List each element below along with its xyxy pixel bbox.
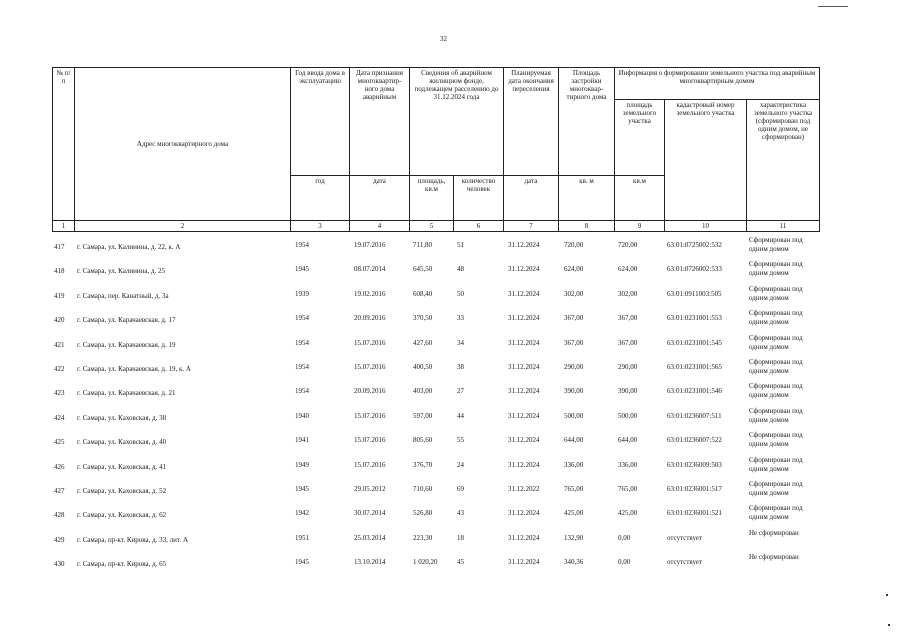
row-cadastral: 63:01:0231001:545 xyxy=(667,338,722,347)
table-row xyxy=(52,456,819,480)
col-number: 10 xyxy=(665,221,747,232)
row-cadastral: 63:01:0231001:546 xyxy=(667,387,722,396)
row-plan-date: 31.12.2024 xyxy=(508,533,540,542)
row-area: 370,50 xyxy=(413,314,433,323)
row-people: 33 xyxy=(457,314,464,323)
row-number: 418 xyxy=(54,267,65,276)
row-cadastral: 63:01:0725002:532 xyxy=(667,241,722,249)
row-cadastral: отсутствует xyxy=(667,533,703,542)
row-people: 45 xyxy=(457,558,464,567)
row-date: 15.07.2016 xyxy=(354,411,386,420)
row-status: Сформирован под одним домом xyxy=(749,284,803,302)
unit-people: количество человек xyxy=(454,176,504,221)
row-area: 711,80 xyxy=(413,241,432,249)
row-area: 645,50 xyxy=(413,265,433,274)
row-year: 1939 xyxy=(295,289,309,298)
row-area: 427,60 xyxy=(413,338,433,347)
col-address-head: Адрес многоквартирного дома xyxy=(75,68,291,221)
unit-plan-date: дата xyxy=(504,176,559,221)
unit-sqm: кв. м xyxy=(559,176,615,221)
col-number: 11 xyxy=(747,221,820,232)
row-cadastral: 63:01:0231001:553 xyxy=(667,314,722,323)
row-year: 1949 xyxy=(295,460,309,469)
row-area: 608,40 xyxy=(413,289,433,298)
row-address: г. Самара, пр-кт. Кирова, д. 65 xyxy=(77,560,167,569)
row-number: 429 xyxy=(54,535,65,544)
row-land-area: 500,00 xyxy=(618,411,638,420)
col-number: 6 xyxy=(454,221,504,232)
row-building-area: 765,00 xyxy=(564,484,584,493)
row-building-area: 340,36 xyxy=(564,558,584,567)
row-status: Сформирован под одним домом xyxy=(749,479,803,497)
col-no-head: № п/п xyxy=(53,68,75,221)
unit-sqm2: кв.м xyxy=(615,176,665,221)
row-building-area: 367,00 xyxy=(564,314,584,323)
row-building-area: 624,00 xyxy=(564,265,584,274)
row-plan-date: 31.12.2024 xyxy=(508,362,540,371)
row-date: 15.07.2016 xyxy=(354,362,386,371)
row-number: 424 xyxy=(54,413,65,422)
row-plan-date: 31.12.2024 xyxy=(508,460,540,469)
table-body xyxy=(52,236,819,577)
row-cadastral: отсутствует xyxy=(667,558,703,567)
table-row xyxy=(52,358,819,382)
row-address: г. Самара, ул. Калинина, д. 25 xyxy=(77,267,166,276)
row-address: г. Самара, ул. Каховская, д. 40 xyxy=(77,438,167,447)
row-date: 13.10.2014 xyxy=(354,558,386,567)
row-status: Не сформирован xyxy=(749,553,799,562)
row-land-area: 0,00 xyxy=(618,533,631,542)
row-date: 29.05.2012 xyxy=(354,484,386,493)
row-plan-date: 31.12.2024 xyxy=(508,241,540,249)
table-row xyxy=(52,553,819,577)
row-date: 19.07.2016 xyxy=(354,241,386,249)
col-land-char-head: характеристика земельного участка (сформирован под одним домом, не сформирован) xyxy=(747,100,820,221)
table-row xyxy=(52,334,819,358)
row-plan-date: 31.12.2024 xyxy=(508,436,540,445)
row-building-area: 132,90 xyxy=(564,533,584,542)
row-cadastral: 63:01:0236009:503 xyxy=(667,460,722,469)
row-plan-date: 31.12.2024 xyxy=(508,314,540,323)
row-number: 428 xyxy=(54,511,65,520)
row-cadastral: 63:01:0236007:522 xyxy=(667,436,722,445)
row-cadastral: 63:01:0726002:533 xyxy=(667,265,722,274)
row-area: 1 020,20 xyxy=(413,558,438,567)
row-people: 48 xyxy=(457,265,464,274)
row-year: 1945 xyxy=(295,265,309,274)
row-land-area: 425,00 xyxy=(618,509,638,518)
row-plan-date: 31.12.2024 xyxy=(508,338,540,347)
row-area: 400,50 xyxy=(413,362,433,371)
col-number: 8 xyxy=(559,221,615,232)
row-status: Сформирован под одним домом xyxy=(749,382,803,400)
row-people: 27 xyxy=(457,387,464,396)
row-building-area: 367,00 xyxy=(564,338,584,347)
col-date-head: Дата признания многоквартир-ного дома аварийным xyxy=(350,68,410,176)
row-date: 20.09.2016 xyxy=(354,314,386,323)
row-date: 25.03.2014 xyxy=(354,533,386,542)
row-area: 526,80 xyxy=(413,509,433,518)
row-building-area: 500,00 xyxy=(564,411,584,420)
row-status: Сформирован под одним домом xyxy=(749,455,803,473)
row-cadastral: 63:01:0236001:521 xyxy=(667,509,722,518)
row-number: 422 xyxy=(54,364,65,373)
row-people: 18 xyxy=(457,533,464,542)
row-building-area: 644,00 xyxy=(564,436,584,445)
row-number: 417 xyxy=(54,243,65,251)
row-people: 44 xyxy=(457,411,464,420)
col-land-area-head: площадь земельного участка xyxy=(615,100,665,176)
row-building-area: 425,00 xyxy=(564,509,584,518)
page-number: 32 xyxy=(440,35,447,43)
row-area: 376,70 xyxy=(413,460,433,469)
col-emergency-head: Сведения об аварийном жилищном фонде, подлежащем расселению до 31.12.2024 года xyxy=(410,68,504,176)
table-row xyxy=(52,480,819,504)
row-status: Сформирован под одним домом xyxy=(749,406,803,424)
row-number: 420 xyxy=(54,316,65,325)
row-plan-date: 31.12.2024 xyxy=(508,509,540,518)
row-address: г. Самара, ул. Каховская, д. 38 xyxy=(77,413,167,422)
row-people: 24 xyxy=(457,460,464,469)
row-land-area: 367,00 xyxy=(618,314,638,323)
row-plan-date: 31.12.2024 xyxy=(508,411,540,420)
col-year-head: Год ввода дома в эксплуатацию xyxy=(291,68,350,176)
row-cadastral: 63:01:0231001:565 xyxy=(667,362,722,371)
col-number: 7 xyxy=(504,221,559,232)
col-number: 9 xyxy=(615,221,665,232)
row-status: Сформирован под одним домом xyxy=(749,333,803,351)
row-year: 1954 xyxy=(295,338,309,347)
row-number: 421 xyxy=(54,340,65,349)
row-status: Не сформирован xyxy=(749,528,799,537)
row-address: г. Самара, ул. Калинина, д. 22, к. А xyxy=(77,243,181,251)
corner-mark xyxy=(818,6,848,7)
header-table xyxy=(52,67,820,232)
unit-area: площадь, кв.м xyxy=(410,176,454,221)
row-plan-date: 31.12.2022 xyxy=(508,484,540,493)
row-status: Сформирован под одним домом xyxy=(749,260,803,278)
row-people: 34 xyxy=(457,338,464,347)
row-status: Сформирован под одним домом xyxy=(749,236,803,253)
col-cadastral-head: кадастровый номер земельного участка xyxy=(665,100,747,221)
row-land-area: 644,00 xyxy=(618,436,638,445)
row-building-area: 390,00 xyxy=(564,387,584,396)
row-status: Сформирован под одним домом xyxy=(749,504,803,522)
col-number: 4 xyxy=(350,221,410,232)
row-people: 50 xyxy=(457,289,464,298)
scan-speck xyxy=(886,594,888,596)
row-date: 15.07.2016 xyxy=(354,436,386,445)
row-land-area: 624,00 xyxy=(618,265,638,274)
row-cadastral: 63:01:0911003:505 xyxy=(667,289,722,298)
row-date: 15.07.2016 xyxy=(354,460,386,469)
row-address: г. Самара, ул. Карачаевская, д. 19 xyxy=(77,340,176,349)
row-date: 15.07.2016 xyxy=(354,338,386,347)
row-address: г. Самара, пр-кт. Кирова, д. 33, лит. А xyxy=(77,535,188,544)
table-row xyxy=(52,504,819,528)
row-land-area: 390,00 xyxy=(618,387,638,396)
row-land-area: 765,00 xyxy=(618,484,638,493)
table-row xyxy=(52,431,819,455)
row-number: 423 xyxy=(54,389,65,398)
scan-speck xyxy=(888,624,890,626)
row-plan-date: 31.12.2024 xyxy=(508,387,540,396)
table-row xyxy=(52,407,819,431)
row-year: 1945 xyxy=(295,484,309,493)
col-land-info-head: Информация о формировании земельного участка под аварийным многоквартирным домом xyxy=(615,68,820,100)
row-people: 69 xyxy=(457,484,464,493)
row-land-area: 336,00 xyxy=(618,460,638,469)
col-build-head: Площадь застройки многоквар-тирного дома xyxy=(559,68,615,176)
row-date: 19.02.2016 xyxy=(354,289,386,298)
col-number: 3 xyxy=(291,221,350,232)
row-address: г. Самара, пер. Канатный, д. 3а xyxy=(77,291,169,300)
row-address: г. Самара, ул. Карачаевская, д. 19, к. А xyxy=(77,364,191,373)
row-number: 427 xyxy=(54,486,65,495)
row-year: 1951 xyxy=(295,533,309,542)
row-year: 1954 xyxy=(295,241,309,249)
row-address: г. Самара, ул. Каховская, д. 62 xyxy=(77,511,167,520)
row-area: 403,00 xyxy=(413,387,433,396)
table-row xyxy=(52,285,819,309)
unit-year: год xyxy=(291,176,350,221)
row-date: 20.09.2016 xyxy=(354,387,386,396)
row-plan-date: 31.12.2024 xyxy=(508,289,540,298)
table-row xyxy=(52,260,819,284)
row-year: 1954 xyxy=(295,314,309,323)
row-year: 1942 xyxy=(295,509,309,518)
row-land-area: 367,00 xyxy=(618,338,638,347)
row-number: 425 xyxy=(54,438,65,447)
row-address: г. Самара, ул. Каховская, д. 52 xyxy=(77,486,167,495)
row-address: г. Самара, ул. Карачаевская, д. 21 xyxy=(77,389,176,398)
row-people: 51 xyxy=(457,241,464,249)
row-plan-date: 31.12.2024 xyxy=(508,265,540,274)
row-building-area: 336,00 xyxy=(564,460,584,469)
row-land-area: 0,00 xyxy=(618,558,631,567)
table-row xyxy=(52,382,819,406)
row-plan-date: 31.12.2024 xyxy=(508,558,540,567)
row-status: Сформирован под одним домом xyxy=(749,357,803,375)
row-land-area: 302,00 xyxy=(618,289,638,298)
row-area: 805,60 xyxy=(413,436,433,445)
row-year: 1940 xyxy=(295,411,309,420)
row-date: 08.07.2014 xyxy=(354,265,386,274)
row-year: 1954 xyxy=(295,387,309,396)
col-number: 1 xyxy=(53,221,75,232)
table-row xyxy=(52,236,819,260)
row-building-area: 720,00 xyxy=(564,241,584,249)
row-people: 55 xyxy=(457,436,464,445)
col-number: 5 xyxy=(410,221,454,232)
row-status: Сформирован под одним домом xyxy=(749,309,803,327)
row-area: 597,00 xyxy=(413,411,433,420)
row-number: 430 xyxy=(54,560,65,569)
row-address: г. Самара, ул. Карачаевская, д. 17 xyxy=(77,316,176,325)
unit-date: дата xyxy=(350,176,410,221)
row-area: 223,30 xyxy=(413,533,433,542)
row-people: 38 xyxy=(457,362,464,371)
row-number: 419 xyxy=(54,291,65,300)
row-building-area: 302,00 xyxy=(564,289,584,298)
col-plan-head: Планируемая дата окончания переселения xyxy=(504,68,559,176)
row-year: 1945 xyxy=(295,558,309,567)
row-land-area: 720,00 xyxy=(618,241,638,249)
table-row xyxy=(52,529,819,553)
table-row xyxy=(52,309,819,333)
row-date: 30.07.2014 xyxy=(354,509,386,518)
row-land-area: 290,00 xyxy=(618,362,638,371)
row-cadastral: 63:01:0236007:511 xyxy=(667,411,722,420)
row-cadastral: 63:01:0236001:517 xyxy=(667,484,722,493)
row-year: 1941 xyxy=(295,436,309,445)
row-number: 426 xyxy=(54,462,65,471)
row-year: 1954 xyxy=(295,362,309,371)
col-number: 2 xyxy=(75,221,291,232)
row-area: 710,60 xyxy=(413,484,433,493)
row-building-area: 290,00 xyxy=(564,362,584,371)
row-address: г. Самара, ул. Каховская, д. 41 xyxy=(77,462,167,471)
row-people: 43 xyxy=(457,509,464,518)
row-status: Сформирован под одним домом xyxy=(749,431,803,449)
